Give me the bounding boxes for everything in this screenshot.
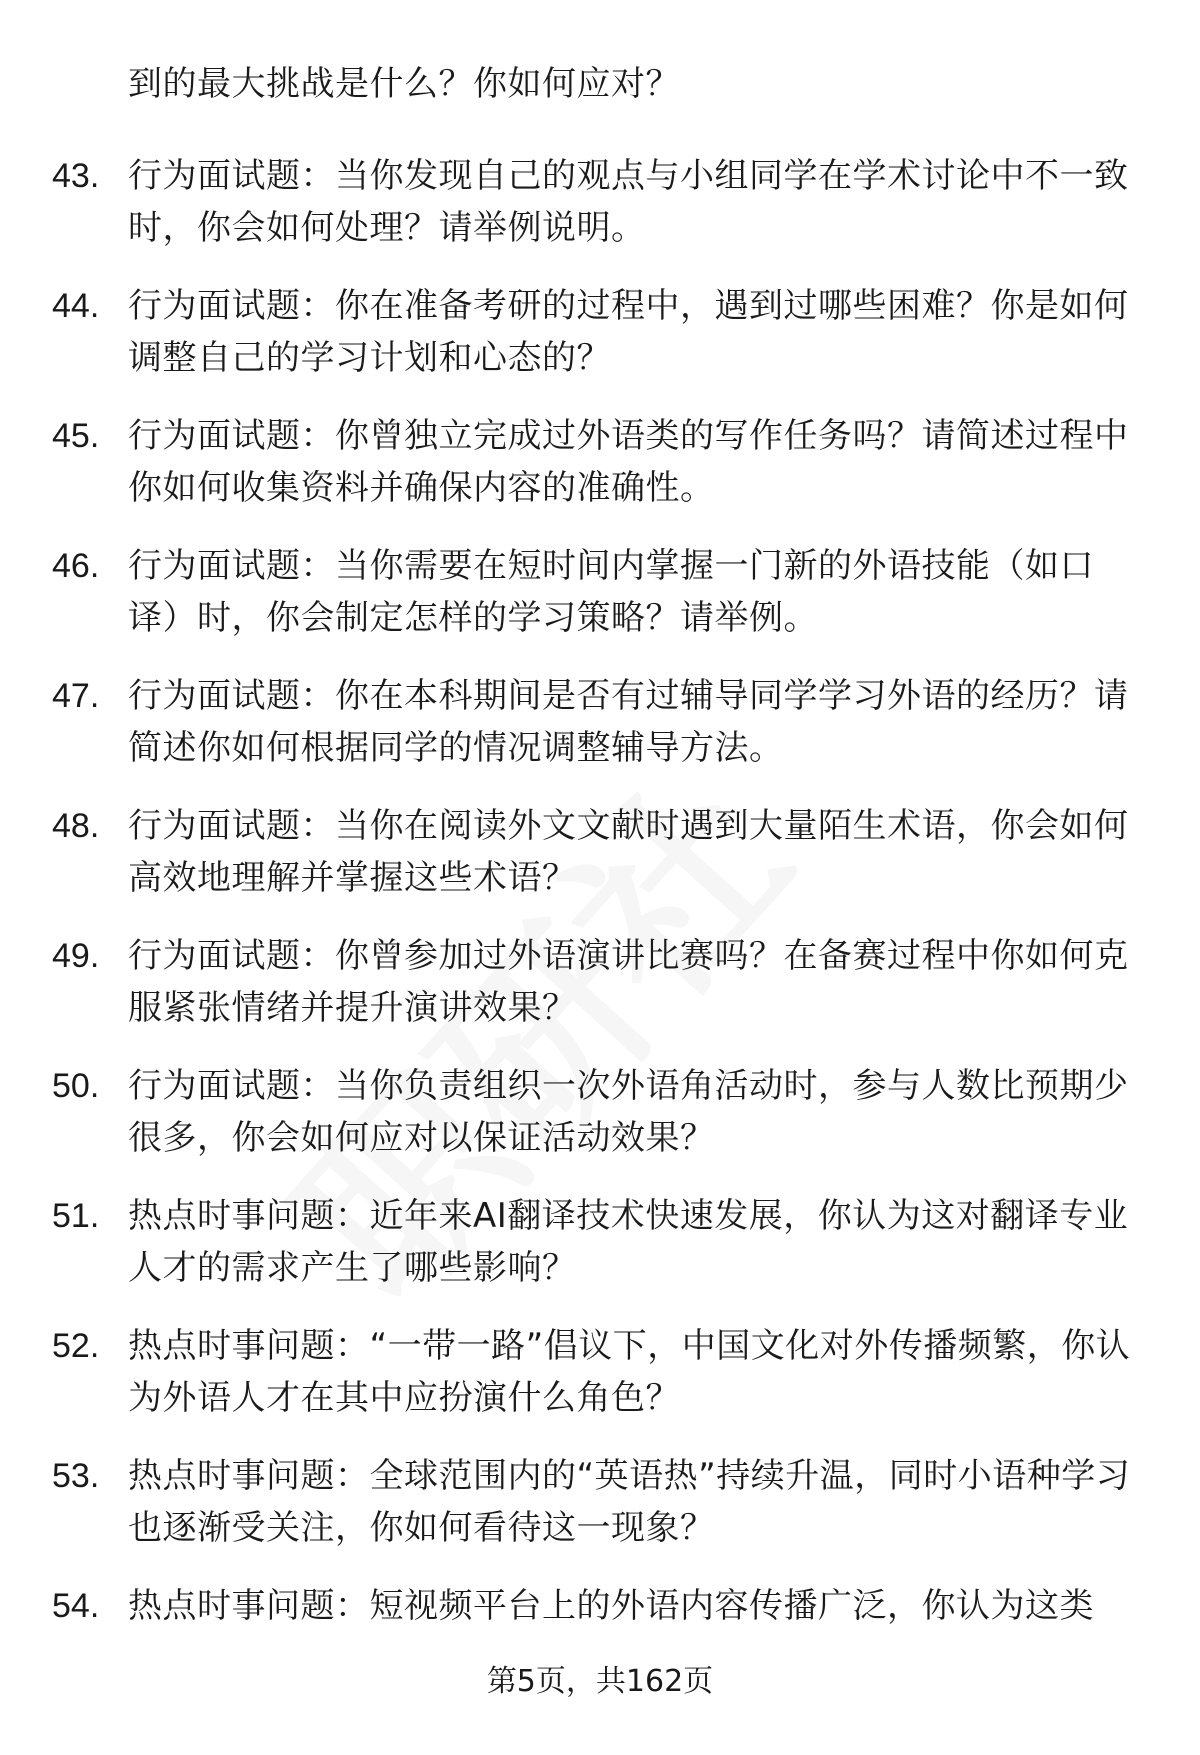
list-item xyxy=(0,1060,1200,1190)
item-text: 热点时事问题：“一带一路”倡议下，中国文化对外传播频繁，你认为外语人才在其中应扮演什么角色？ xyxy=(128,1326,1131,1418)
item-number: 54. xyxy=(52,1587,100,1625)
page-footer: 第5页，共162页 xyxy=(486,1664,714,1699)
list-item xyxy=(0,1190,1200,1320)
list-item xyxy=(0,1320,1200,1450)
item-number: 48. xyxy=(52,807,100,845)
continuation-text: 到的最大挑战是什么？你如何应对？ xyxy=(128,64,680,104)
item-number: 44. xyxy=(52,287,100,325)
item-text: 热点时事问题：近年来AI翻译技术快速发展，你认为这对翻译专业人才的需求产生了哪些影响？ xyxy=(128,1196,1129,1288)
item-text: 行为面试题：当你在阅读外文文献时遇到大量陌生术语，你会如何高效地理解并掌握这些术语？ xyxy=(128,806,1129,898)
list-item xyxy=(0,800,1200,930)
item-text: 行为面试题：你曾独立完成过外语类的写作任务吗？请简述过程中你如何收集资料并确保内容的准确性。 xyxy=(128,416,1129,508)
item-number: 46. xyxy=(52,547,100,585)
item-text: 行为面试题：你曾参加过外语演讲比赛吗？在备赛过程中你如何克服紧张情绪并提升演讲效果？ xyxy=(128,936,1129,1028)
item-number: 47. xyxy=(52,677,100,715)
list-item xyxy=(0,930,1200,1060)
item-text: 行为面试题：当你发现自己的观点与小组同学在学术讨论中不一致时，你会如何处理？请举例说明。 xyxy=(128,156,1129,248)
list-item xyxy=(0,280,1200,410)
item-text: 行为面试题：当你负责组织一次外语角活动时，参与人数比预期少很多，你会如何应对以保证活动效果？ xyxy=(128,1066,1129,1158)
item-text: 热点时事问题：短视频平台上的外语内容传播广泛，你认为这类 xyxy=(128,1586,1094,1626)
question-list xyxy=(0,150,1200,1710)
list-item xyxy=(0,150,1200,280)
item-text: 行为面试题：当你需要在短时间内掌握一门新的外语技能（如口译）时，你会制定怎样的学习策略？请举例。 xyxy=(128,546,1094,638)
list-item xyxy=(0,540,1200,670)
item-text: 行为面试题：你在本科期间是否有过辅导同学学习外语的经历？请简述你如何根据同学的情况调整辅导方法。 xyxy=(128,676,1129,768)
item-number: 52. xyxy=(52,1327,100,1365)
list-item xyxy=(0,1450,1200,1580)
item-number: 49. xyxy=(52,937,100,975)
list-item xyxy=(0,670,1200,800)
item-text: 行为面试题：你在准备考研的过程中，遇到过哪些困难？你是如何调整自己的学习计划和心态的？ xyxy=(128,286,1129,378)
list-item xyxy=(0,410,1200,540)
item-number: 53. xyxy=(52,1457,100,1495)
item-text: 热点时事问题：全球范围内的“英语热”持续升温，同时小语种学习也逐渐受关注，你如何看待这一现象？ xyxy=(128,1456,1131,1548)
item-number: 43. xyxy=(52,157,100,195)
item-number: 51. xyxy=(52,1197,100,1235)
item-number: 45. xyxy=(52,417,100,455)
item-number: 50. xyxy=(52,1067,100,1105)
